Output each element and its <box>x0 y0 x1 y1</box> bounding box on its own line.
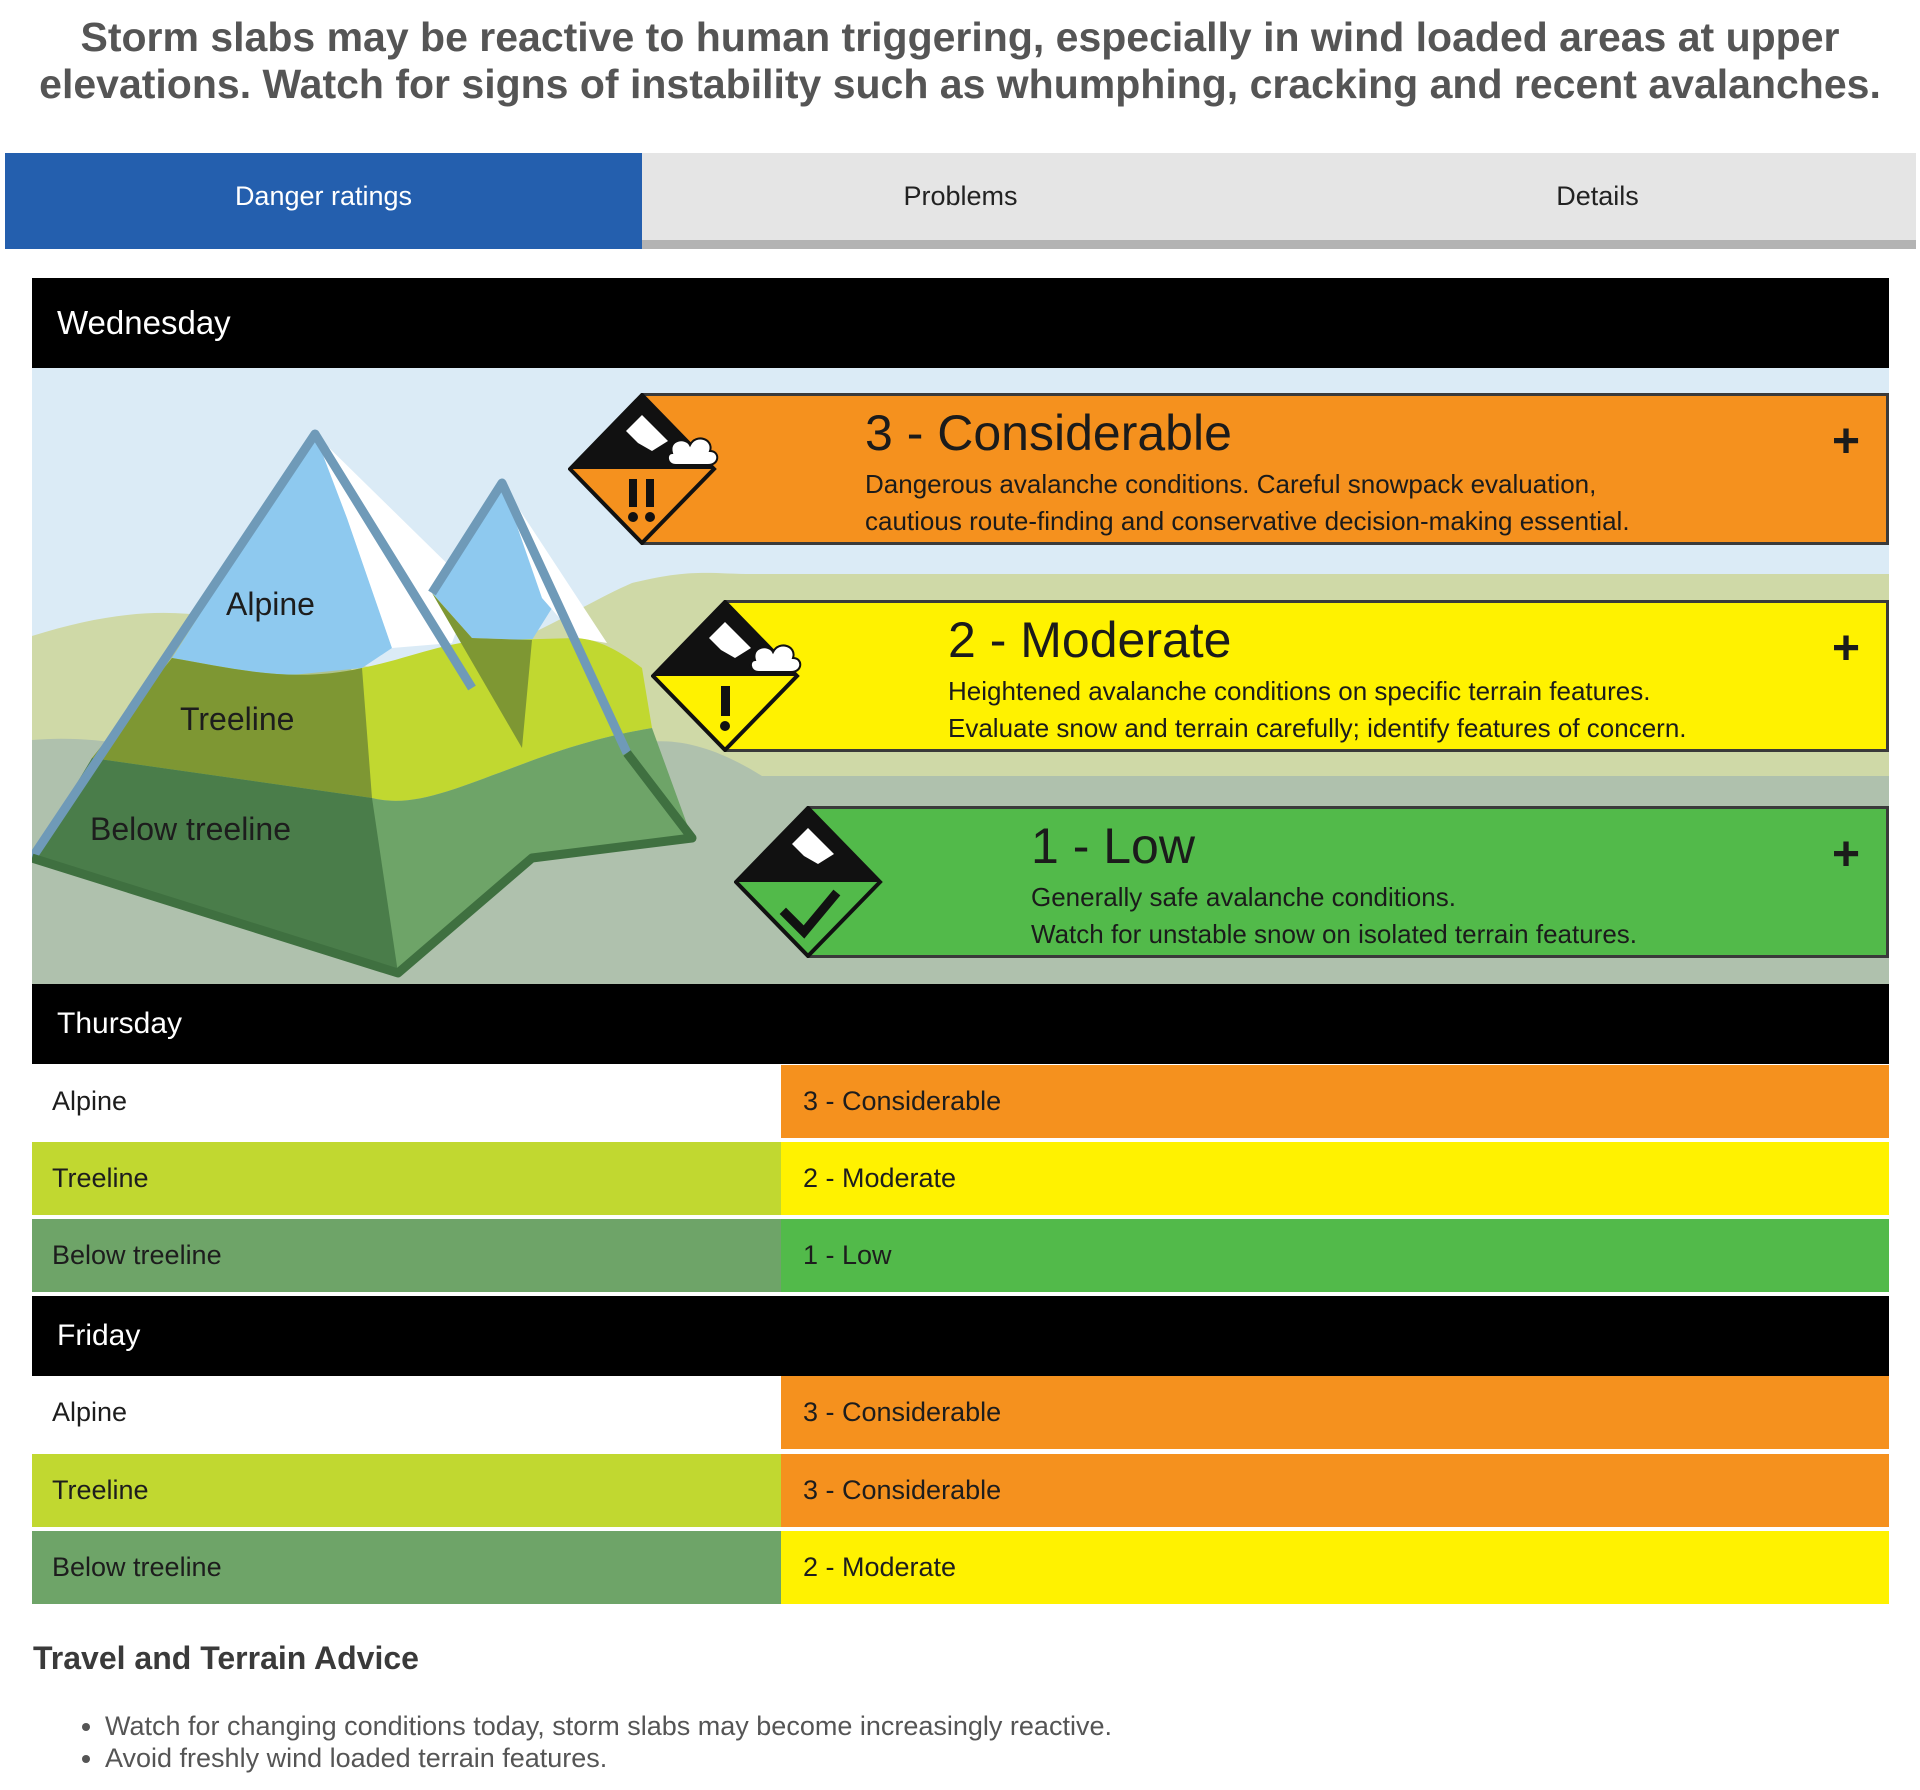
zone-below-treeline: Below treeline <box>32 1219 781 1292</box>
zone-treeline: Treeline <box>32 1454 781 1527</box>
day-header-friday: Friday <box>32 1296 1889 1376</box>
headline-summary: Storm slabs may be reactive to human triggering, especially in wind loaded areas at upper elevations. Watch for signs of instability such as whumphing, cracking and recent avalanches. <box>39 14 1881 107</box>
rating-card-low[interactable] <box>808 806 1889 958</box>
low-danger-icon <box>734 806 894 958</box>
rating-value: 2 - Moderate <box>781 1142 1889 1215</box>
expand-icon[interactable]: + <box>1831 828 1860 881</box>
zone-alpine: Alpine <box>32 1065 781 1138</box>
tab-details[interactable]: Details <box>1279 153 1916 249</box>
expand-icon[interactable]: + <box>1831 622 1860 675</box>
rating-value: 2 - Moderate <box>781 1531 1889 1604</box>
list-item: • Avoid freshly wind loaded terrain features. <box>105 1742 1112 1774</box>
zone-label-below-treeline: Below treeline <box>90 811 291 847</box>
moderate-danger-icon <box>651 600 811 752</box>
rating-level: 1 - Low <box>1031 818 1195 874</box>
rating-description-line1: Dangerous avalanche conditions. Careful snowpack evaluation, <box>865 469 1597 499</box>
rating-value: 3 - Considerable <box>781 1454 1889 1527</box>
considerable-danger-icon <box>568 393 728 545</box>
rating-card-moderate[interactable] <box>725 600 1889 752</box>
travel-advice-heading: Travel and Terrain Advice <box>33 1640 419 1676</box>
zone-treeline: Treeline <box>32 1142 781 1215</box>
rating-level: 3 - Considerable <box>865 405 1232 461</box>
tab-bar <box>5 153 1916 249</box>
table-row <box>32 1454 1889 1527</box>
rating-value: 1 - Low <box>781 1219 1889 1292</box>
list-item: • Watch for changing conditions today, storm slabs may become increasingly reactive. <box>105 1710 1112 1742</box>
rating-level: 2 - Moderate <box>948 612 1232 668</box>
day-header-thursday: Thursday <box>32 984 1889 1064</box>
rating-value: 3 - Considerable <box>781 1065 1889 1138</box>
rating-description-line2: Evaluate snow and terrain carefully; identify features of concern. <box>948 713 1687 743</box>
rating-value: 3 - Considerable <box>781 1376 1889 1449</box>
day-header-wednesday: Wednesday <box>32 278 1889 368</box>
table-row <box>32 1531 1889 1604</box>
tab-problems[interactable]: Problems <box>642 153 1279 249</box>
zone-alpine: Alpine <box>32 1376 781 1449</box>
rating-description-line1: Generally safe avalanche conditions. <box>1031 882 1456 912</box>
rating-description-line1: Heightened avalanche conditions on specific terrain features. <box>948 676 1651 706</box>
rating-description-line2: Watch for unstable snow on isolated terrain features. <box>1031 919 1638 949</box>
table-row <box>32 1376 1889 1449</box>
zone-below-treeline: Below treeline <box>32 1531 781 1604</box>
zone-label-alpine: Alpine <box>226 586 315 622</box>
tab-danger-ratings[interactable]: Danger ratings <box>5 153 642 249</box>
expand-icon[interactable]: + <box>1831 415 1860 468</box>
table-row <box>32 1142 1889 1215</box>
danger-rating-illustration <box>32 368 1889 984</box>
table-row <box>32 1219 1889 1292</box>
zone-label-treeline: Treeline <box>180 701 295 737</box>
table-row <box>32 1065 1889 1138</box>
rating-description-line2: cautious route-finding and conservative decision-making essential. <box>865 506 1630 536</box>
travel-advice-list <box>105 1710 1112 1774</box>
rating-card-considerable[interactable] <box>642 393 1889 545</box>
